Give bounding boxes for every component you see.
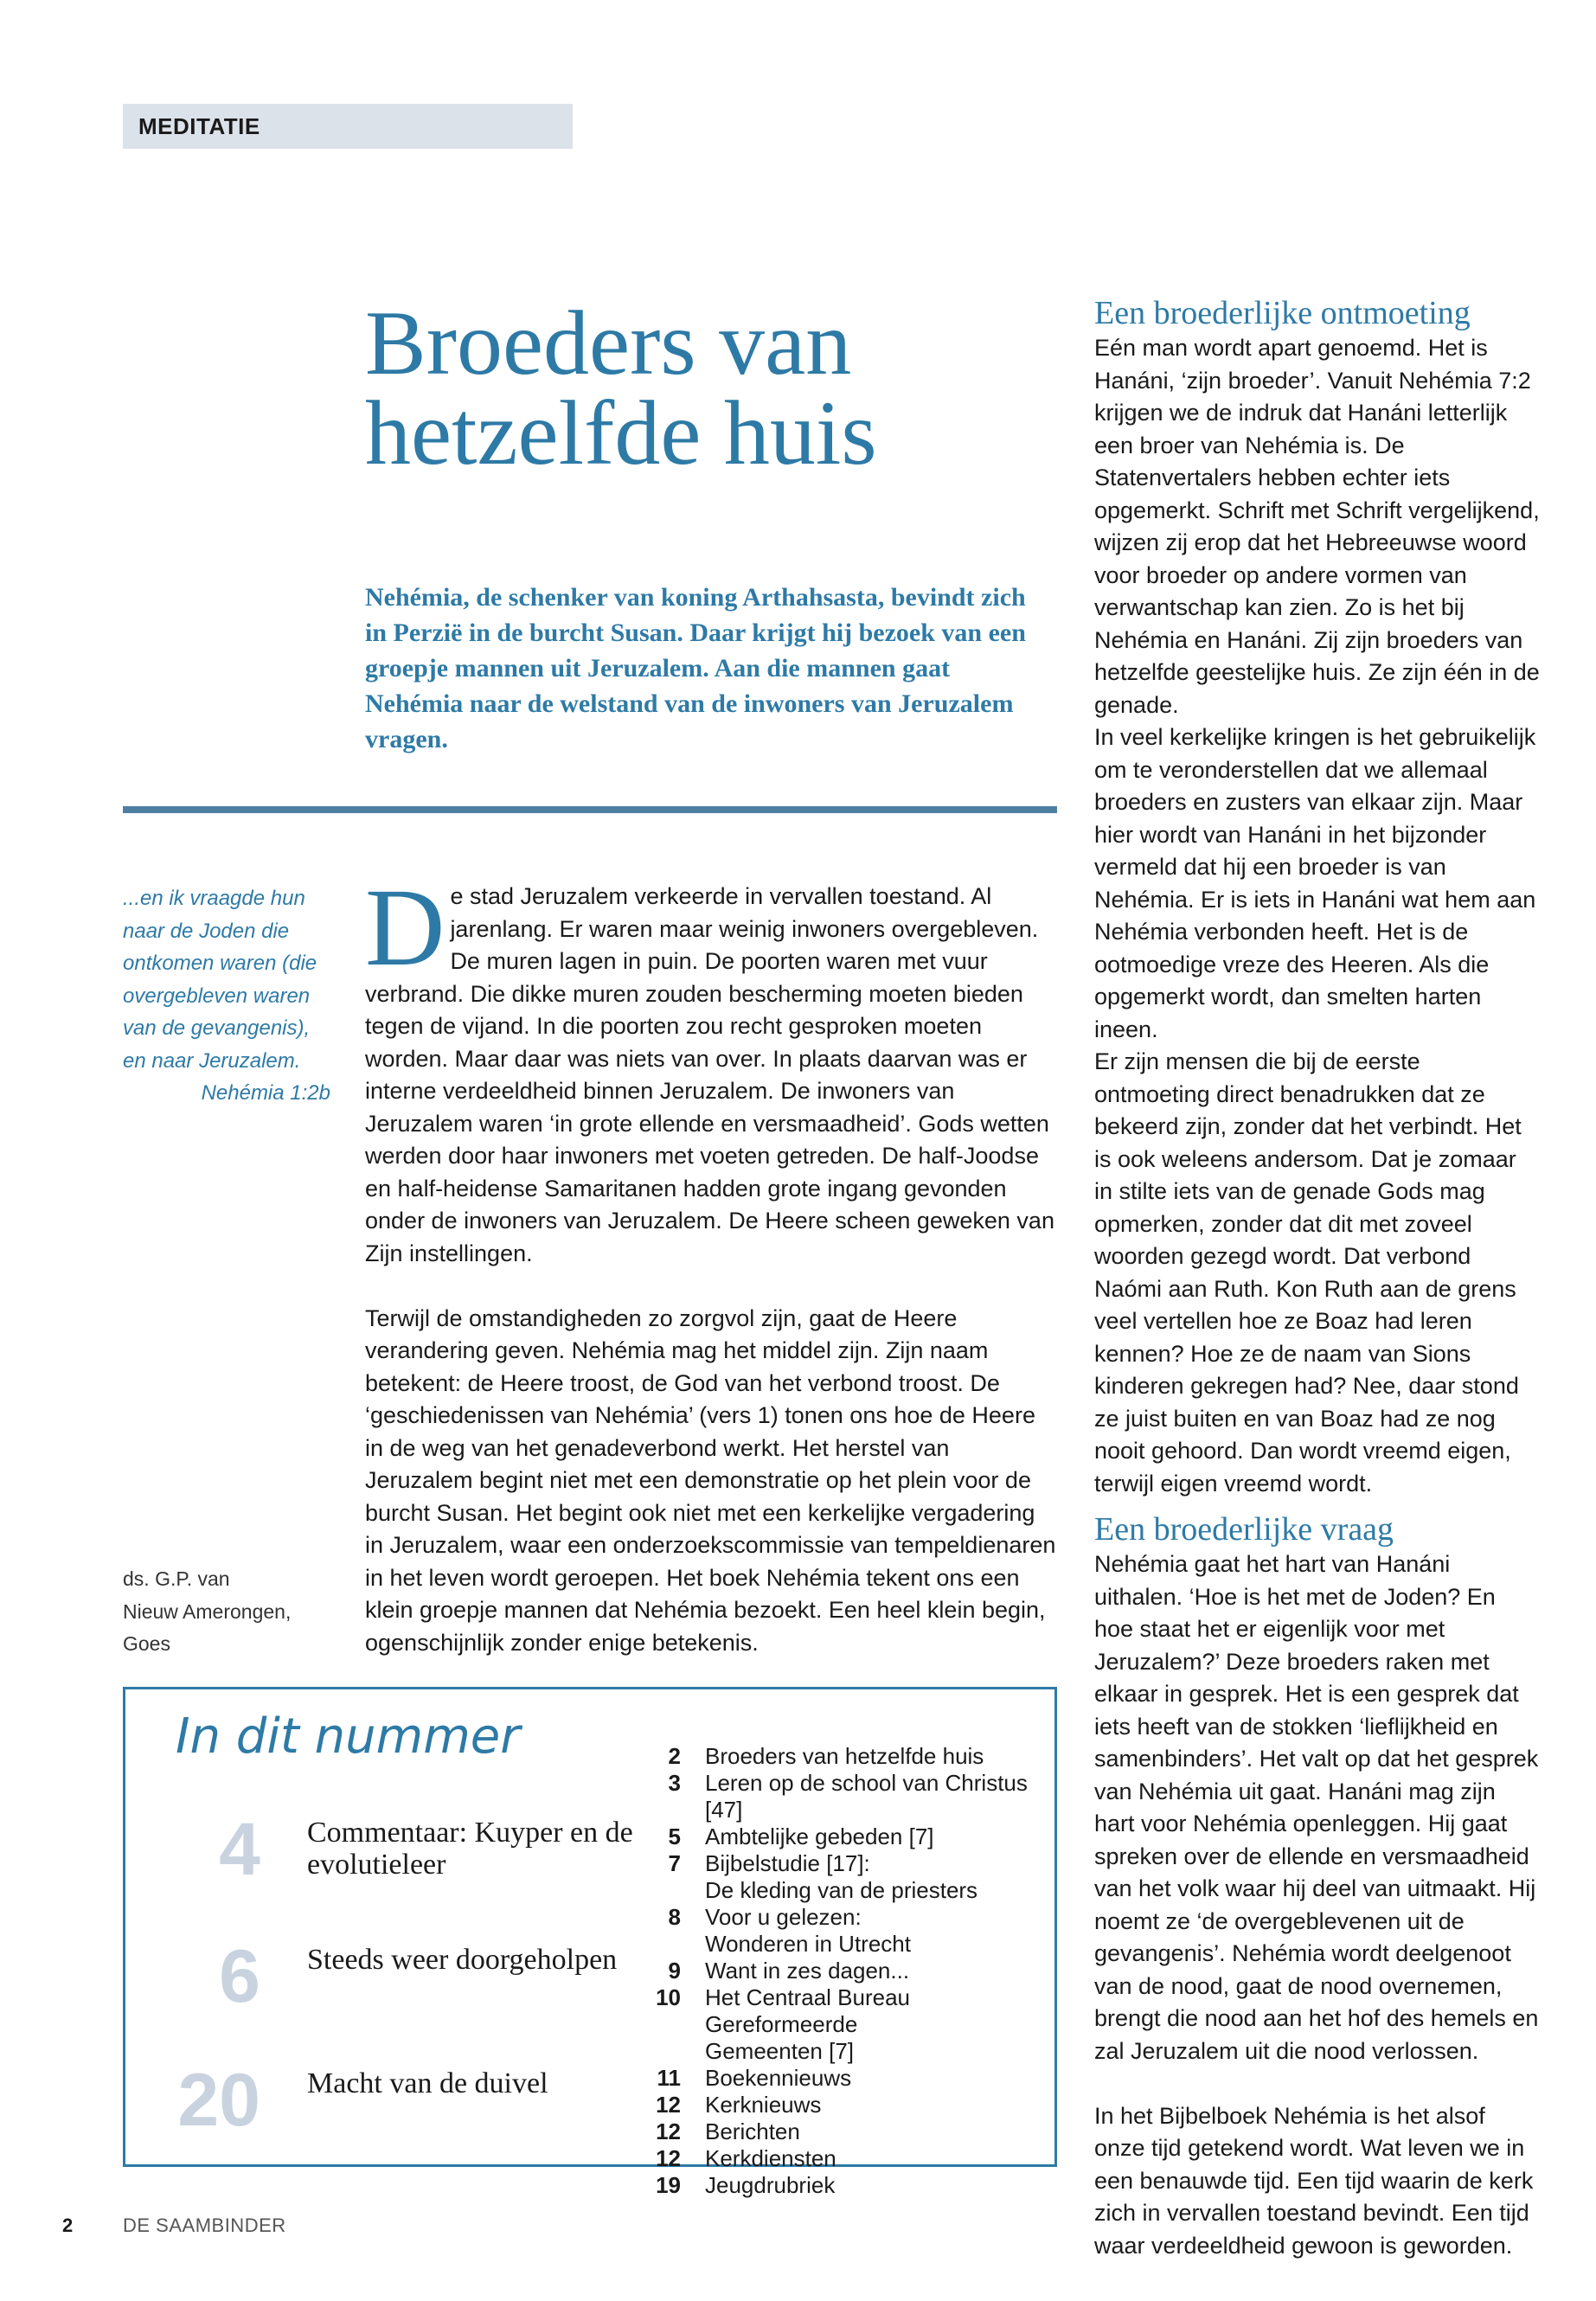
toc-list <box>610 1743 1042 2199</box>
toc-item-title: Berichten <box>705 2118 800 2144</box>
toc-item-title: Het Centraal Bureau Gereformeerde <box>705 1984 911 2037</box>
toc-item-title: Ambtelijke gebeden [7] <box>705 1823 934 1849</box>
toc-page-number: 9 <box>668 1958 681 1984</box>
toc-item[interactable] <box>610 1770 1042 1823</box>
toc-page-number: 2 <box>668 1743 681 1769</box>
toc-item-title: Boekennieuws <box>705 2065 852 2091</box>
toc-page-number: 3 <box>668 1770 681 1796</box>
toc-item-title: Bijbelstudie [17]: <box>705 1850 870 1876</box>
toc-featured-number: 20 <box>177 2059 260 2142</box>
toc-featured-item[interactable] <box>177 2057 662 2152</box>
footer-magazine-name: DE SAAMBINDER <box>123 2214 286 2236</box>
toc-item-title: Jeugdrubriek <box>705 2172 836 2198</box>
toc-item-title: Kerkdiensten <box>705 2145 836 2171</box>
right-paragraph-2: In veel kerkelijke kringen is het gebruikelijk om te veronderstellen dat we allemaal broeders en zusters van elkaar zijn. Maar hier wordt van Hanáni in het bijzonder vermeld dat hij een broeder is van Nehémia. Er is iets in Hanáni wat hem aan Nehémia verbonden heeft. Het is de ootmoedige vreze des Heeren. Als die opgemerkt wordt, dan smelten harten ineen. <box>1094 724 1536 1042</box>
footer-page-number: 2 <box>62 2214 74 2236</box>
right-column <box>1094 294 1540 2262</box>
pull-quote-reference: Nehémia 1:2b <box>201 1081 330 1105</box>
toc-item-title: Wonderen in Utrecht <box>705 1931 911 1957</box>
toc-item-title: Gemeenten [7] <box>705 2038 854 2064</box>
table-of-contents <box>123 1687 1057 2198</box>
body-paragraph-1-text: e stad Jeruzalem verkeerde in vervallen toestand. Al jarenlang. Er waren maar weinig inwoners overgebleven. De muren lagen in puin. De poorten waren met vuur verbrand. Die dikke muren zouden bescherming moeten bieden tegen de vijand. In die poorten zou recht gesproken moeten worden. Maar daar was niets van over. In plaats daarvan was er interne verdeeldheid binnen Jeruzalem. De inwoners van Jeruzalem waren ‘in grote ellende en versmaadheid’. Gods wetten werden door haar inwoners met voeten getreden. De half-Joodse en half-heidense Samaritanen hadden grote ingang gevonden onder de inwoners van Jeruzalem. De Heere scheen geweken van Zijn instellingen. <box>365 883 1054 1266</box>
toc-item[interactable] <box>610 1743 1042 1770</box>
right-paragraph-4: Nehémia gaat het hart van Hanáni uithalen. ‘Hoe is het met de Joden? En hoe staat het er eigenlijk voor met Jeruzalem?’ Deze broeders raken met elkaar in gesprek. Het is een gesprek dat iets heeft van de stokken ‘lieflijkheid en samenbinders’. Het valt op dat het gesprek van Nehémia uit gaat. Hanáni mag zijn hart voor Nehémia openleggen. Hij gaat spreken over de ellende en versmaadheid van het volk waar hij deel van uitmaakt. Hij noemt ze ‘de overgeblevenen uit de gevangenis’. Nehémia wordt deelgenoot van de nood, gaat de nood overnemen, brengt die nood aan het hof des hemels en zal Jeruzalem uit die nood verlossen. <box>1094 1551 1539 2064</box>
drop-cap: D <box>365 866 445 989</box>
toc-featured-number: 6 <box>219 1935 260 2018</box>
divider-rule <box>123 806 1057 813</box>
article-body <box>365 866 1057 1659</box>
toc-item[interactable] <box>610 1877 1042 1904</box>
toc-item-title: Kerknieuws <box>705 2092 822 2118</box>
author-credit <box>123 1563 330 1661</box>
toc-page-number: 8 <box>668 1904 681 1930</box>
article-title <box>365 292 1040 484</box>
toc-featured-title: Macht van de duivel <box>307 2067 548 2099</box>
toc-item[interactable] <box>610 1823 1042 1850</box>
toc-page-number: 5 <box>668 1823 681 1849</box>
toc-page-number: 12 <box>656 2145 681 2171</box>
toc-item[interactable] <box>610 2145 1042 2172</box>
toc-featured-title: Commentaar: Kuyper en de evolutieleer <box>307 1817 633 1881</box>
toc-item-title: Want in zes dagen... <box>705 1958 910 1984</box>
author-line-1: ds. G.P. van <box>123 1567 230 1590</box>
body-paragraph-2: Terwijl de omstandigheden zo zorgvol zijn, gaat de Heere verandering geven. Nehémia mag het middel zijn. Zijn naam betekent: de Heere troost, de God van het verbond troost. De ‘geschiedenissen van Nehémia’ (vers 1) tonen ons hoe de Heere in de weg van het genadeverbond werkt. Het herstel van Jeruzalem begint niet met een demonstratie op het plein voor de burcht Susan. Het begint ook niet met een kerkelijke vergadering in Jeruzalem, waar een onderzoekscommissie van tempeldienaren in het leven wordt geroepen. Het boek Nehémia tekent ons een klein groepje mannen dat Nehémia bezoekt. Een heel klein begin, ogenschijnlijk zonder enige betekenis. <box>365 1304 1056 1656</box>
toc-page-number <box>610 2038 705 2065</box>
article-title-line-2: hetzelfde huis <box>365 382 877 484</box>
toc-item[interactable] <box>610 1904 1042 1931</box>
toc-item[interactable] <box>610 1984 1042 2038</box>
toc-item[interactable] <box>610 1850 1042 1877</box>
toc-page-number: 10 <box>656 1984 681 2010</box>
toc-page-number <box>610 1931 705 1958</box>
toc-page-number: 12 <box>656 2118 681 2144</box>
toc-page-number: 7 <box>668 1850 681 1876</box>
article-title-line-1: Broeders van <box>365 292 852 394</box>
right-paragraph-3: Er zijn mensen die bij de eerste ontmoeting direct benadrukken dat ze bekeerd zijn, zonder dat het verbindt. Het is ook weleens andersom. Dat je zomaar in stilte iets van de genade Gods mag opmerken, zonder dat dit met zoveel woorden gezegd wordt. Dat verbond Naómi aan Ruth. Kon Ruth aan de grens veel vertellen hoe ze Boaz had leren kennen? Hoe ze de naam van Sions kinderen gekregen had? Nee, daar stond ze juist buiten en van Boaz had ze nog nooit gehoord. Dan wordt vreemd eigen, terwijl eigen vreemd wordt. <box>1094 1048 1522 1497</box>
toc-item-title: Voor u gelezen: <box>705 1904 862 1930</box>
toc-item[interactable] <box>610 2092 1042 2118</box>
toc-item-title: De kleding van de priesters <box>705 1877 978 1903</box>
toc-item[interactable] <box>610 2172 1042 2199</box>
toc-page-number: 19 <box>656 2172 681 2198</box>
toc-item-title: Broeders van hetzelfde huis <box>705 1743 984 1769</box>
right-paragraph-5: In het Bijbelboek Nehémia is het alsof onze tijd getekend wordt. Wat leven we in een benauwde tijd. Een tijd waarin de kerk zich in vervallen toestand bevindt. Een tijd waar verdeeldheid gewoon is geworden. <box>1094 2102 1534 2259</box>
toc-heading: In dit nummer <box>176 1708 521 1765</box>
toc-featured-item[interactable] <box>177 1933 662 2029</box>
subheading-meeting: Een broederlijke ontmoeting <box>1094 295 1471 331</box>
toc-page-number: 11 <box>657 2065 681 2091</box>
toc-page-number: 12 <box>656 2092 681 2118</box>
author-line-2: Nieuw Amerongen, <box>123 1599 292 1623</box>
subheading-question: Een broederlijke vraag <box>1094 1511 1394 1548</box>
pull-quote <box>123 882 330 1110</box>
toc-item[interactable] <box>610 2065 1042 2092</box>
toc-item[interactable] <box>610 2038 1042 2065</box>
article-lead: Nehémia, de schenker van koning Arthahsasta, bevindt zich in Perzië in de burcht Susan. Daar krijgt hij bezoek van een groepje mannen uit Jeruzalem. Aan die mannen gaat Nehémia naar de welstand van de inwoners van Jeruzalem vragen. <box>365 583 1026 753</box>
pull-quote-text: ...en ik vraagde hun naar de Joden die ontkomen waren (die overgebleven waren van de gevangenis), en naar Jeruzalem. <box>123 887 317 1073</box>
toc-featured-item[interactable] <box>177 1806 662 1901</box>
toc-featured-title: Steeds weer doorgeholpen <box>307 1944 618 1976</box>
author-line-3: Goes <box>123 1632 170 1655</box>
section-tag: MEDITATIE <box>123 104 573 149</box>
toc-item[interactable] <box>610 1931 1042 1958</box>
toc-item[interactable] <box>610 2118 1042 2145</box>
toc-featured-number: 4 <box>219 1808 260 1891</box>
toc-page-number <box>610 1877 705 1904</box>
toc-item[interactable] <box>610 1958 1042 1984</box>
right-paragraph-1: Eén man wordt apart genoemd. Het is Hanáni, ‘zijn broeder’. Vanuit Nehémia 7:2 krijgen we de indruk dat Hanáni letterlijk een broer van Nehémia is. De Statenvertalers hebben echter iets opgemerkt. Schrift met Schrift vergelijkend, wijzen zij erop dat het Hebreeuwse woord voor broeder op andere vormen van verwantschap kan zien. Zo is het bij Nehémia en Hanáni. Zij zijn broeders van hetzelfde geestelijke huis. Ze zijn één in de genade. <box>1094 335 1540 718</box>
body-paragraph-1 <box>365 866 1057 1270</box>
toc-item-title: Leren op de school van Christus [47] <box>705 1770 1028 1823</box>
